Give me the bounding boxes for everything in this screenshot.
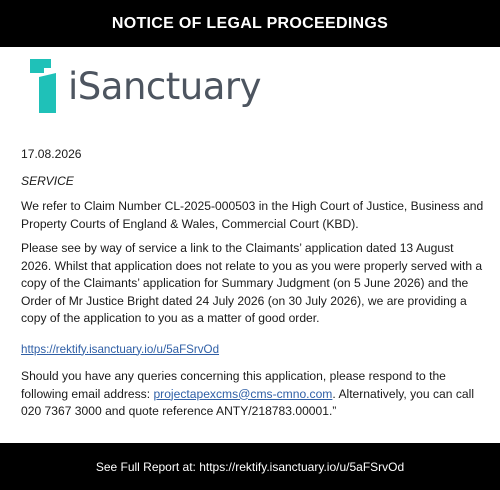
contact-prefix: Should you have any queries concerning this application, please respond to the following email address: — [21, 369, 446, 401]
letter-body — [21, 146, 486, 421]
service-paragraph: Please see by way of service a link to the Claimants’ application dated 13 August 2026. Whilst that application does not relate to you as you were properly served with a copy of the Claimants’ application for Summary Judgment (on 5 June 2026) and the Order of Mr Justice Bright dated 24 July 2026 (on 30 July 2026), we are providing a copy of the application to you as a matter of good order. — [21, 241, 483, 325]
contact-suffix: . Alternatively, you can call 020 7367 3000 and quote reference ANTY/218783.00001.” — [21, 386, 475, 418]
claim-reference-paragraph: We refer to Claim Number CL-2025-000503 in the High Court of Justice, Business and Property Courts of England & Wales, Commercial Court (KBD). — [21, 199, 484, 231]
isanctuary-logo-icon — [30, 59, 62, 113]
logo-text: iSanctuary — [68, 64, 261, 108]
notice-title: NOTICE OF LEGAL PROCEEDINGS — [111, 14, 389, 32]
top-banner — [0, 0, 500, 47]
application-link[interactable]: https://rektify.isanctuary.io/u/5aFSrvOd — [21, 342, 220, 356]
contact-email-link[interactable]: projectapexcms@cms-cmno.com — [153, 386, 333, 401]
letter-date: 17.08.2026 — [21, 147, 82, 161]
letter-heading: SERVICE — [21, 173, 74, 188]
footer-report-text[interactable]: See Full Report at: https://rektify.isanctuary.io/u/5aFSrvOd — [95, 459, 405, 474]
logo — [30, 58, 261, 114]
contact-paragraph — [21, 368, 486, 421]
bottom-banner — [0, 443, 500, 490]
